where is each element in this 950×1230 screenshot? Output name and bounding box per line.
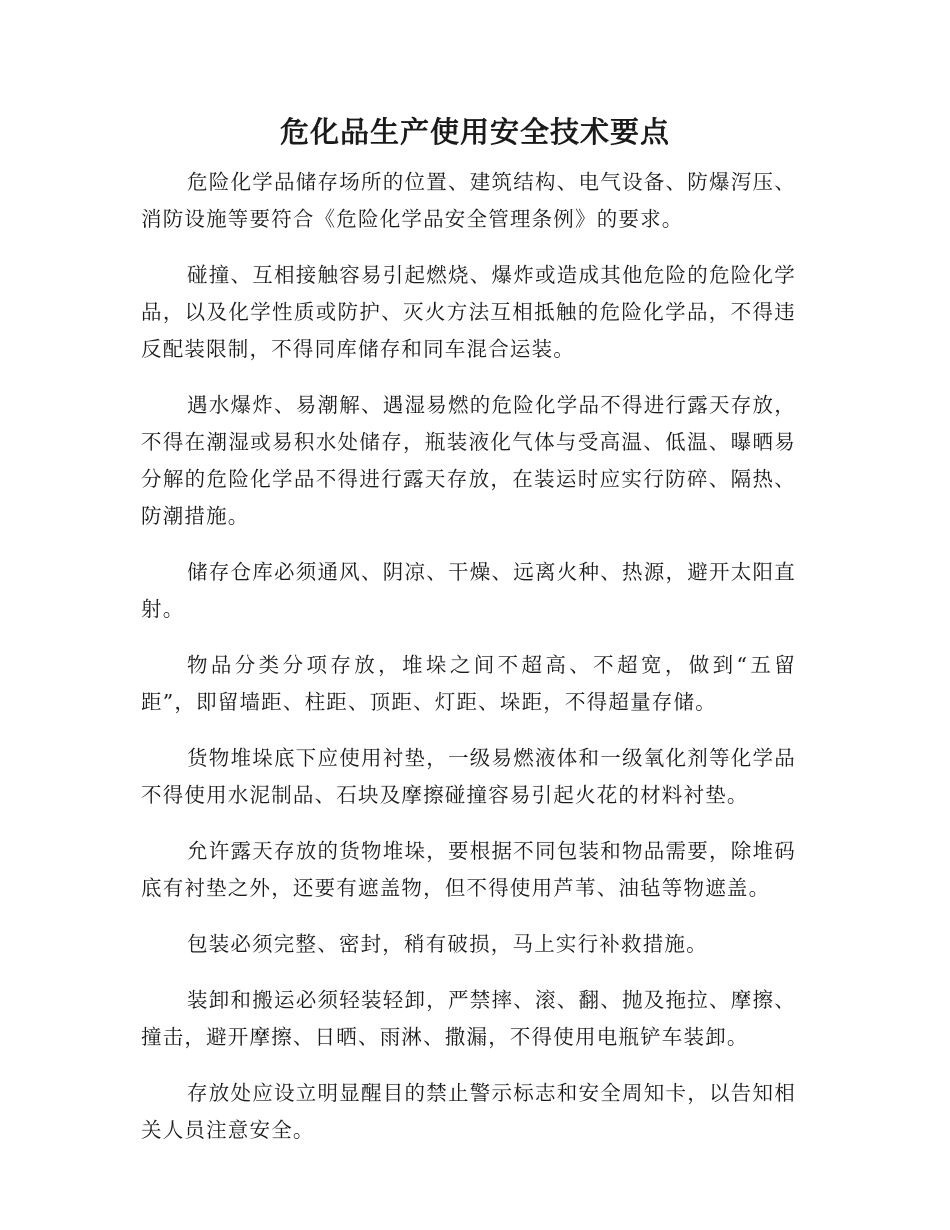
paragraph-3: 遇水爆炸、易潮解、遇湿易燃的危险化学品不得进行露天存放，不得在潮湿或易积水处储存，瓶装液化气体与受高温、低温、曝晒易分解的危险化学品不得进行露天存放，在装运时应实行防碎、隔热、防潮措施。 <box>141 393 796 528</box>
paragraph-7: 允许露天存放的货物堆垛，要根据不同包装和物品需要，除堆码底有衬垫之外，还要有遮盖物，但不得使用芦苇、油毡等物遮盖。 <box>141 839 796 900</box>
paragraph-9: 装卸和搬运必须轻装轻卸，严禁摔、滚、翻、抛及拖拉、摩擦、撞击，避开摩擦、日晒、雨淋、撒漏，不得使用电瓶铲车装卸。 <box>141 988 796 1049</box>
paragraph-10: 存放处应设立明显醒目的禁止警示标志和安全周知卡，以告知相关人员注意安全。 <box>141 1081 796 1142</box>
paragraph-8: 包装必须完整、密封，稍有破损，马上实行补救措施。 <box>187 932 708 956</box>
paragraph-4: 储存仓库必须通风、阴凉、干燥、远离火种、热源，避开太阳直射。 <box>141 560 796 621</box>
paragraph-1: 危险化学品储存场所的位置、建筑结构、电气设备、防爆泻压、消防设施等要符合《危险化学品安全管理条例》的要求。 <box>141 170 796 231</box>
paragraph-6: 货物堆垛底下应使用衬垫，一级易燃液体和一级氧化剂等化学品不得使用水泥制品、石块及摩擦碰撞容易引起火花的材料衬垫。 <box>141 746 796 807</box>
document-body <box>141 164 796 1168</box>
paragraph-2: 碰撞、互相接触容易引起燃烧、爆炸或造成其他危险的危险化学品，以及化学性质或防护、灭火方法互相抵触的危险化学品，不得违反配装限制，不得同库储存和同车混合运装。 <box>141 263 796 361</box>
paragraph-5: 物品分类分项存放，堆垛之间不超高、不超宽，做到“五留距”，即留墙距、柱距、顶距、灯距、垛距，不得超量存储。 <box>141 653 796 714</box>
document-title: 危化品生产使用安全技术要点 <box>279 115 670 149</box>
